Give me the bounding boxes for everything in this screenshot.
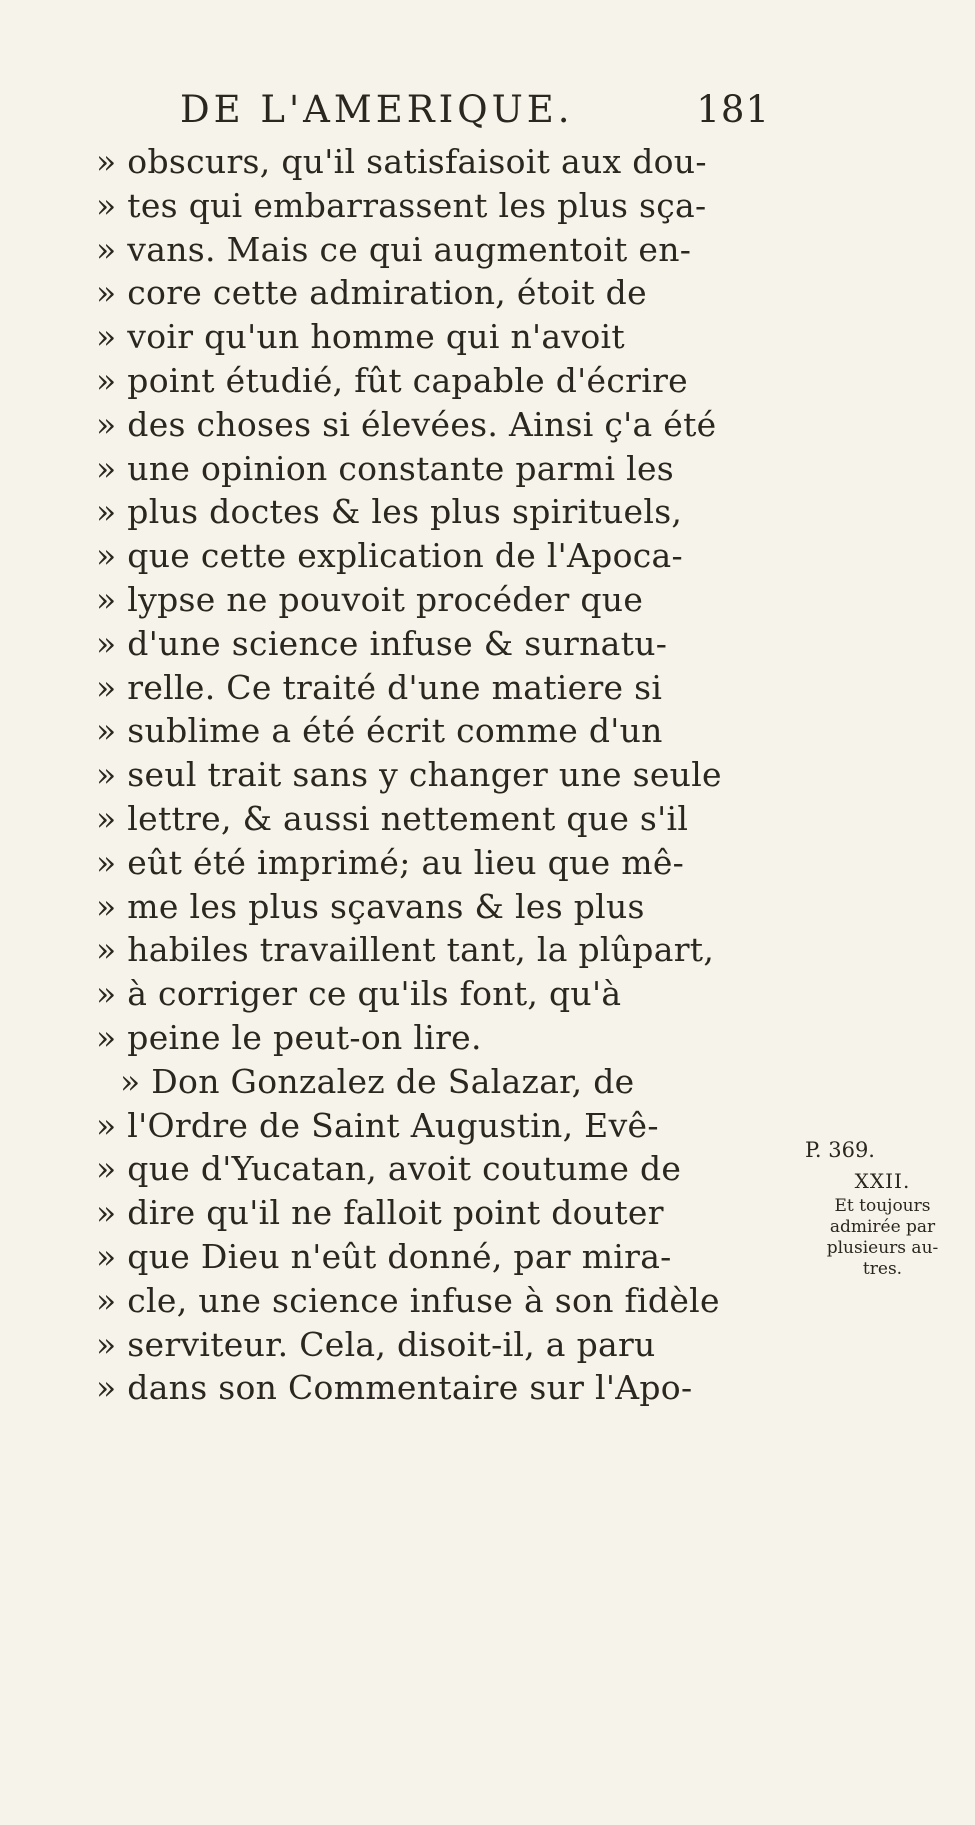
text-line: » à corriger ce qu'ils font, qu'à [96, 974, 622, 1014]
text-line: » d'une science infuse & surnatu- [96, 623, 668, 663]
running-title: DE L'AMERIQUE. [180, 88, 574, 131]
text-line: » une opinion constante parmi les [96, 448, 675, 488]
page-number: 181 [696, 88, 770, 131]
text-line: » que Dieu n'eût donné, par mira- [96, 1236, 672, 1276]
margin-section-number: XXII. [854, 1169, 911, 1193]
text-line: » l'Ordre de Saint Augustin, Evê- [96, 1105, 659, 1145]
margin-note-line: admirée par [829, 1217, 936, 1237]
text-line: » core cette admiration, étoit de [96, 273, 647, 313]
text-line: » habiles travaillent tant, la plûpart, [96, 930, 715, 970]
text-line: » que cette explication de l'Apoca- [96, 536, 683, 576]
text-line: » seul trait sans y changer une seule [96, 755, 722, 795]
text-line: » point étudié, fût capable d'écrire [96, 360, 688, 400]
margin-page-reference: P. 369. [805, 1138, 875, 1162]
margin-note-line: tres. [862, 1259, 903, 1279]
text-line: » tes qui embarrassent les plus sça- [96, 185, 707, 225]
text-line: » lettre, & aussi nettement que s'il [96, 798, 689, 838]
text-line: » voir qu'un homme qui n'avoit [96, 317, 625, 357]
text-line: » peine le peut-on lire. [96, 1017, 482, 1057]
margin-note [800, 1140, 965, 1280]
text-line: » relle. Ce traité d'une matiere si [96, 667, 663, 707]
text-line: » obscurs, qu'il satisfaisoit aux dou- [96, 142, 707, 181]
text-line: » dans son Commentaire sur l'Apo- [96, 1368, 693, 1408]
text-line: » que d'Yucatan, avoit coutume de [96, 1149, 682, 1189]
margin-note-line: Et toujours [834, 1196, 931, 1216]
text-line: » lypse ne pouvoit procéder que [96, 579, 644, 619]
text-line: » eût été imprimé; au lieu que mê- [96, 842, 685, 882]
text-line: » me les plus sçavans & les plus [96, 886, 645, 926]
running-header [180, 88, 770, 138]
text-line: » des choses si élevées. Ainsi ç'a été [96, 404, 717, 444]
text-line: » vans. Mais ce qui augmentoit en- [96, 229, 692, 269]
paragraph-start-line: » Don Gonzalez de Salazar, de [120, 1061, 635, 1101]
margin-note-line: plusieurs au- [826, 1238, 939, 1258]
text-line: » plus doctes & les plus spirituels, [96, 492, 683, 532]
text-line: » dire qu'il ne falloit point douter [96, 1193, 664, 1233]
main-text [96, 140, 766, 1410]
text-line: » cle, une science infuse à son fidèle [96, 1280, 720, 1320]
text-line: » sublime a été écrit comme d'un [96, 711, 663, 751]
text-line: » serviteur. Cela, disoit-il, a paru [96, 1324, 656, 1364]
